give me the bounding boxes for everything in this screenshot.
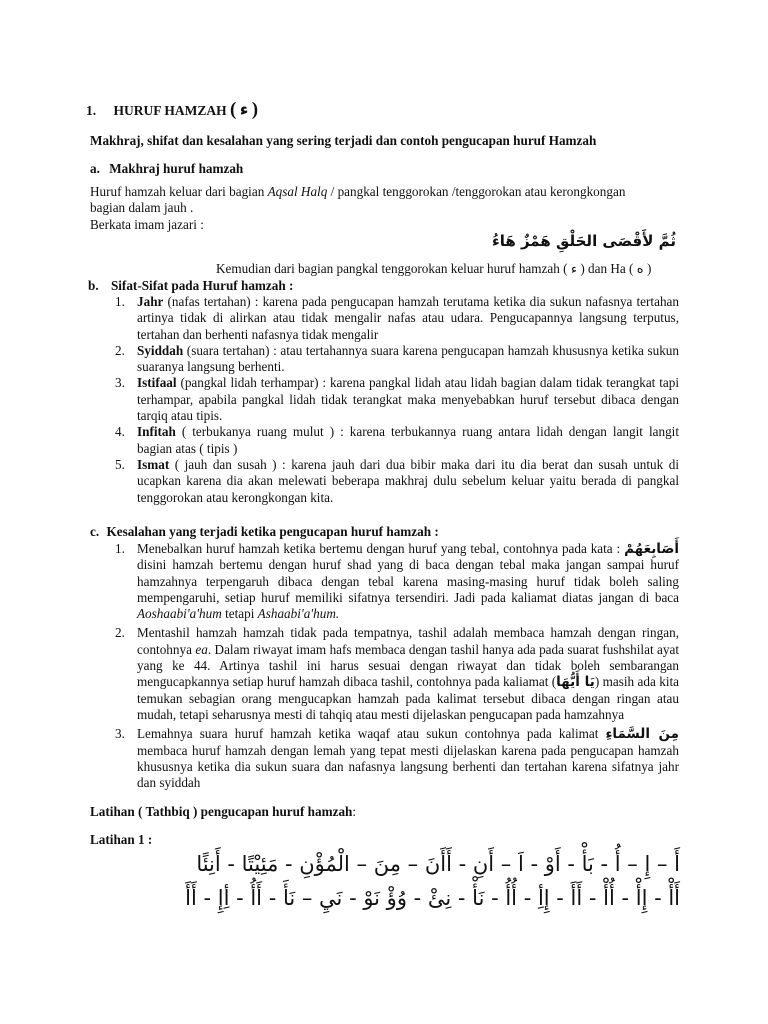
item-text: Mentashil hamzah hamzah tidak pada tempatnya, tashil adalah membaca hamzah dengan ringan, contohnya	[137, 625, 679, 657]
kesalahan-item-2	[115, 625, 679, 723]
item-number: 3.	[115, 375, 125, 391]
sifat-term: Infitah	[137, 424, 176, 440]
hamzah-glyph: ء	[570, 262, 578, 277]
latihan-title: Latihan ( Tathbiq ) pengucapan huruf hamzah	[90, 804, 353, 819]
arabic-example: مِنَ السَّمَاءِ	[605, 726, 679, 743]
jazari-verse: ثُمَّ لأَقْصَى الحَلْقِ هَمْزٌ هَاءُ	[492, 232, 676, 250]
sifat-item-ismat	[115, 456, 679, 506]
arabic-example: يَا أَيُّهَا	[556, 674, 595, 691]
ha-glyph: ه	[636, 262, 644, 277]
sifat-list	[115, 294, 679, 506]
item-number: 1.	[115, 541, 125, 556]
correct-reading: Ashaabi'a'hum.	[257, 606, 340, 622]
arabic-example: أَصَابِعَهُمْ	[624, 541, 680, 557]
sifat-item-infitah	[115, 424, 679, 457]
kesalahan-item-1	[115, 541, 680, 622]
sifat-description: (suara tertahan) : atau tertahannya suara karena pengucapan hamzah khususnya ketika sukun suaranya langsung berhenti.	[137, 342, 679, 375]
item-number: 1.	[115, 294, 125, 309]
section-c-heading	[90, 524, 439, 540]
latihan-line-1: أَ – إِ – أُ - بَأْ - أَوْ - اَ – أَنِ - أَأَنَ – مِنَ – الْمُؤْنِ - مَئِيْتًا - أَنِئًا	[196, 852, 680, 876]
item-number: 2.	[115, 625, 125, 641]
hamzah-glyph: ء	[239, 100, 249, 120]
verse-translation	[216, 261, 651, 278]
sifat-term: Ismat	[137, 456, 170, 472]
section-b-title: Sifat-Sifat pada Huruf hamzah :	[110, 278, 294, 293]
item-text: tetapi	[221, 606, 258, 622]
translation-text: )	[646, 261, 652, 276]
section-b-heading	[88, 278, 293, 294]
heading-title: HURUF HAMZAH	[113, 103, 227, 118]
para-text: / pangkal tenggorokan /tenggorokan atau kerongkongan	[327, 184, 626, 199]
section-heading	[86, 99, 258, 121]
heading-paren-open: (	[230, 99, 237, 120]
item-text: . Dalam riwayat imam hafs membaca dengan tashil hanya ada pada suarat fushshilat ayat yang ke 44. Artinya tashil ini harus sesuai dengan riwayat dan tidak boleh sembarangan mengucapkannya setiap huruf hamzah dibaca tashil, contohnya pada kaliamat (	[137, 641, 679, 690]
item-text: Lemahnya suara huruf hamzah ketika waqaf atau sukun contohnya pada kalimat	[137, 726, 599, 742]
section-b-marker: b.	[88, 278, 99, 293]
translation-text: ) dan Ha (	[580, 261, 634, 276]
section-a-marker: a.	[90, 161, 100, 176]
item-number: 2.	[115, 342, 125, 358]
item-text: membaca huruf hamzah dengan lemah yang tepat mesti dijelaskan karena pada pengucapan hamzah khususnya ketika dia sukun suara dan nafasnya langsung berhenti dan tertahan karena sifatnya jahr dan syiddah	[137, 742, 679, 791]
sifat-description: (pangkal lidah terhampar) : karena pangkal lidah atau lidah bagian dalam tidak terangkat tapi terhampar, apabila pangkal lidah tidak terangkat maka menyebabkan huruf tersebut dibaca dengan tarqiq atau tipis.	[137, 375, 679, 424]
item-text: ) masih ada kita temukan sebagian orang mengucapkan hamzah pada kalimat tersebut dibaca dengan ringan atau mudah, tetapi seharusnya mesti di tahqiq atau mesti dijelaskan pengucapan pada hamzahnya	[137, 674, 679, 722]
sifat-item-jahr	[115, 294, 679, 343]
section-a-paragraph	[90, 184, 690, 233]
section-c-marker: c.	[90, 524, 100, 539]
sifat-description: ( jauh dan susah ) : karena jauh dari dua bibir maka dari itu dia berat dan susah untuk di ucapkan karena dia akan melewati beberapa makhraj dulu sebelum keluar yaitu berada di pangkal tenggorokan atau kerongkongan kita.	[137, 456, 679, 505]
translation-text: Kemudian dari bagian pangkal tenggorokan keluar huruf hamzah (	[216, 261, 568, 276]
section-a-title: Makhraj huruf hamzah	[109, 161, 244, 176]
latihan-1-label: Latihan 1 :	[90, 832, 153, 847]
para-text: Berkata imam jazari :	[90, 216, 204, 232]
ea-example: ea	[195, 641, 208, 657]
latihan-line-2: أَأْ - إِأْ - أُأْ - أَأَ - إِأِ - أُأُ - نَأْ - نِئْ - وُؤْ نَوْ - نَيِ – نَأَ - أَأُ - أِإِ - أَأَ	[185, 886, 680, 910]
sifat-item-istifaal	[115, 375, 679, 424]
heading-number: 1.	[86, 103, 97, 118]
item-number: 4.	[115, 424, 125, 440]
sifat-description: ( terbukanya ruang mulut ) : karena terbukannya ruang antara lidah dengan langit langit bagian atas ( tipis )	[137, 424, 679, 456]
subtitle: Makhraj, shifat dan kesalahan yang sering terjadi dan contoh pengucapan huruf Hamzah	[90, 133, 597, 148]
sifat-description: (nafas tertahan) : karena pada pengucapan hamzah terutama ketika dia sukun nafasnya tertahan artinya tidak di alirkan atau tidak mengalir nafas atau udara. Pengucapannya langsung terputus, tertahan dan berhenti nafasnya tidak mengalir	[137, 294, 679, 342]
item-number: 3.	[115, 726, 125, 742]
aqsal-halq-term: Aqsal Halq	[267, 184, 328, 199]
latihan-heading	[90, 804, 356, 820]
kesalahan-item-3	[115, 726, 679, 791]
heading-paren-close: )	[251, 99, 259, 120]
sifat-term: Syiddah	[137, 342, 184, 358]
section-c-title: Kesalahan yang terjadi ketika pengucapan huruf hamzah :	[106, 524, 439, 539]
para-text: bagian dalam jauh .	[90, 200, 194, 216]
sifat-item-syiddah	[115, 342, 679, 376]
sifat-term: Jahr	[137, 294, 164, 309]
item-text: Menebalkan huruf hamzah ketika bertemu dengan huruf yang tebal, contohnya pada kata :	[137, 541, 621, 556]
latihan-colon: :	[352, 804, 357, 819]
kesalahan-list	[115, 541, 680, 791]
wrong-reading: Aoshaabi'a'hum	[137, 606, 222, 622]
para-text: Huruf hamzah keluar dari bagian	[90, 184, 268, 199]
section-a-heading	[90, 161, 243, 177]
item-number: 5.	[115, 456, 125, 472]
sifat-term: Istifaal	[137, 375, 177, 391]
item-text: disini hamzah bertemu dengan huruf shad yang di baca dengan tebal maka jangan sampai huruf hamzahnya terpengaruh dibaca dengan tebal karena masing-masing huruf tidak boleh saling mempengaruhi, setiap huruf memiliki sifatnya tersendiri. Jadi pada kaliamat diatas jangan di baca	[137, 557, 679, 605]
